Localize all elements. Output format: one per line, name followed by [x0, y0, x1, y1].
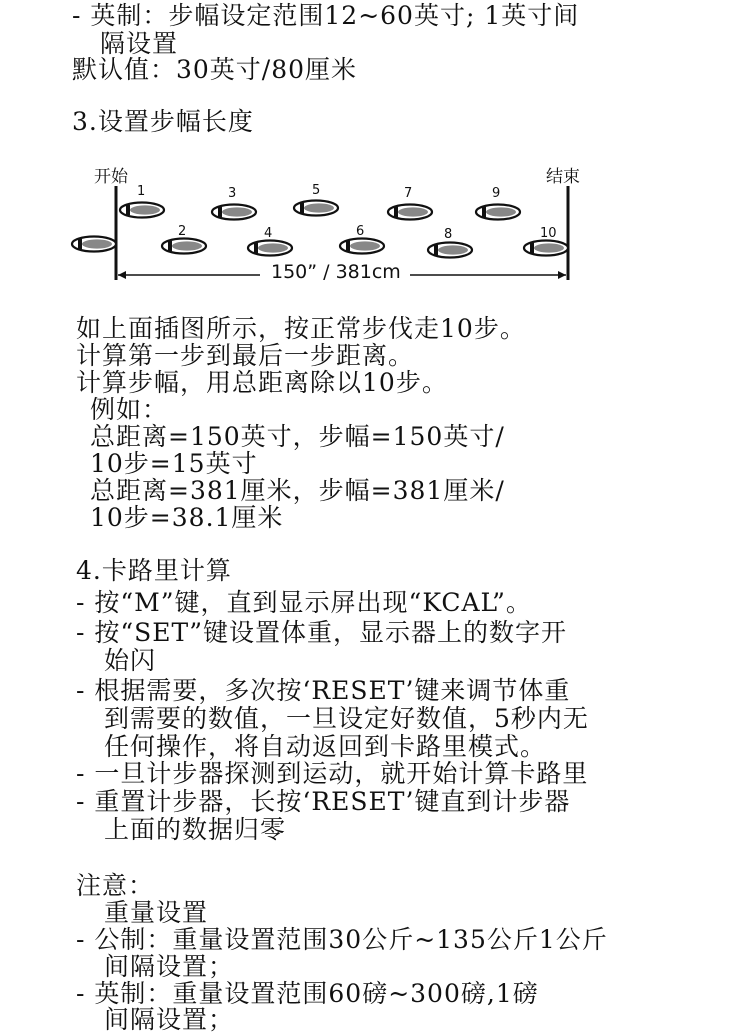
footprint-icon: [162, 239, 206, 254]
text-line: 隔设置: [100, 29, 179, 58]
text-line: 始闪: [104, 646, 157, 675]
step-number: 1: [137, 184, 146, 199]
text-line: 计算步幅，用总距离除以10步。: [76, 368, 448, 397]
end-label: 结束: [546, 167, 580, 187]
text-line: - 根据需要，多次按‘RESET’键来调节体重: [76, 676, 571, 705]
start-label: 开始: [94, 167, 128, 187]
footprint-icon: [524, 241, 568, 256]
text-line: 重量设置: [104, 898, 209, 927]
step-number: 7: [404, 186, 413, 201]
step-number: 8: [444, 227, 453, 242]
text-line: - 英制：步幅设定范围12~60英寸; 1英寸间: [72, 1, 580, 30]
section-heading: 4.卡路里计算: [76, 556, 232, 585]
text-line: - 公制：重量设置范围30公斤~135公斤1公斤: [76, 925, 608, 954]
text-line: - 重置计步器，长按‘RESET’键直到计步器: [76, 787, 571, 816]
footprint-icon: [120, 203, 164, 218]
text-line: 到需要的数值，一旦设定好数值，5秒内无: [104, 704, 589, 733]
footprint-icon: [294, 201, 338, 216]
step-number: 5: [312, 183, 321, 198]
footprint-icon: [476, 205, 520, 220]
text-line: - 一旦计步器探测到运动，就开始计算卡路里: [76, 759, 589, 788]
step-number: 3: [228, 186, 237, 201]
step-number: 4: [264, 226, 273, 241]
text-line: 任何操作，将自动返回到卡路里模式。: [104, 732, 547, 761]
footprint-icon: [340, 239, 384, 254]
text-line: 10步=38.1厘米: [90, 503, 284, 532]
footprint-icon: [388, 205, 432, 220]
text-line: 总距离=150英寸，步幅=150英寸/: [90, 422, 505, 451]
text-line: 默认值：30英寸/80厘米: [72, 55, 358, 84]
text-line: - 英制：重量设置范围60磅~300磅,1磅: [76, 979, 539, 1008]
footprint-icon: [212, 205, 256, 220]
footprint-icon: [428, 243, 472, 258]
text-line: - 按“M”键，直到显示屏出现“KCAL”。: [76, 588, 532, 617]
text-line: - 按“SET”键设置体重，显示器上的数字开: [76, 618, 568, 647]
step-number: 10: [540, 226, 557, 241]
distance-label: 150” / 381cm: [271, 261, 401, 283]
note-heading: 注意：: [76, 871, 155, 900]
section-heading: 3.设置步幅长度: [72, 107, 254, 136]
text-line: 间隔设置；: [104, 952, 235, 981]
step-number: 9: [492, 186, 501, 201]
step-number: 6: [356, 224, 365, 239]
text-line: 例如：: [90, 395, 169, 424]
text-line: 间隔设置；: [104, 1005, 235, 1034]
start-foot-icon: [72, 237, 116, 252]
text-line: 上面的数据归零: [104, 815, 287, 844]
text-line: 计算第一步到最后一步距离。: [76, 341, 415, 370]
text-line: 总距离=381厘米，步幅=381厘米/: [90, 476, 505, 505]
stride-diagram: [60, 150, 620, 290]
text-line: 10步=15英寸: [90, 449, 258, 478]
step-number: 2: [178, 224, 187, 239]
footprint-icon: [248, 241, 292, 256]
text-line: 如上面插图所示，按正常步伐走10步。: [76, 314, 526, 343]
